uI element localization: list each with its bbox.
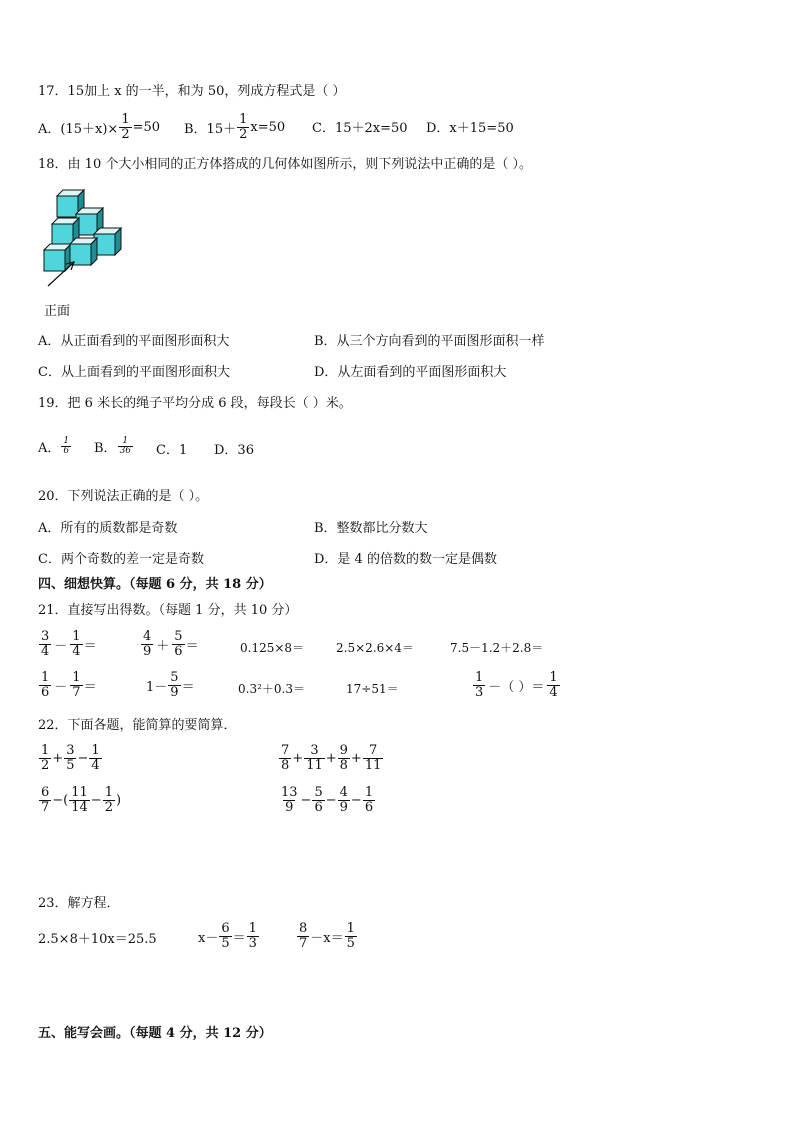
q19-option-c: C．1 [156, 443, 188, 458]
operator: －x＝ [310, 931, 344, 946]
q20-option-d: D．是 4 的倍数的数一定是偶数 [314, 552, 497, 567]
q22-stem: 22．下面各题，能简算的要简算． [38, 718, 237, 733]
fraction: $\frac{1}{5}$ [346, 921, 355, 951]
fraction: $\frac{3}{11}$ [306, 743, 323, 773]
q18-option-a: A．从正面看到的平面图形面积大 [38, 334, 230, 349]
fraction: $\frac{1}{7}$ [72, 670, 81, 700]
q17-stem: 17．15加上 x 的一半，和为 50，列成方程式是（ ） [38, 84, 346, 99]
operator: ＝ [185, 639, 199, 654]
fraction: $\frac{1}{2}$ [239, 112, 248, 142]
fraction: $\frac{5}{9}$ [170, 670, 179, 700]
fraction: $\frac{1}{6}$ [41, 670, 50, 700]
q18-stem: 18．由 10 个大小相同的正方体搭成的几何体如图所示，则下列说法中正确的是（ ）。 [38, 157, 532, 172]
operator: ＝ [83, 680, 97, 695]
operator: ＝ [83, 639, 97, 654]
option-text: =50 [132, 120, 161, 135]
q22-problem-3 [38, 786, 121, 815]
fraction: $\frac{6}{5}$ [221, 921, 230, 951]
fraction: $\frac{7}{8}$ [281, 743, 290, 773]
q23-equation-3 [296, 922, 358, 951]
q19-stem: 19．把 6 米长的绳子平均分成 6 段，每段长（ ）米。 [38, 396, 352, 411]
q19-option-b [94, 437, 134, 456]
fraction: $\frac{11}{14}$ [71, 785, 88, 815]
q23-stem: 23．解方程． [38, 896, 120, 911]
option-text: A．(15＋x)× [38, 122, 119, 137]
q21-expr-10 [472, 671, 561, 700]
q17-option-b [184, 113, 285, 142]
fraction: $\frac{5}{6}$ [174, 629, 183, 659]
q17-option-a [38, 113, 160, 142]
q20-option-a: A．所有的质数都是奇数 [38, 521, 178, 536]
fraction: $\frac{3}{5}$ [66, 743, 75, 773]
q22-problem-1 [38, 744, 103, 773]
operator: － [54, 639, 68, 654]
q21-expr-1 [38, 630, 97, 659]
q18-option-d: D．从左面看到的平面图形面积大 [314, 365, 507, 380]
fraction: $\frac{1}{2}$ [121, 112, 130, 142]
operator: − [325, 793, 337, 808]
operator: 1－ [146, 680, 168, 695]
fraction: $\frac{1}{2}$ [104, 785, 113, 815]
q17-option-d: D．x＋15=50 [426, 121, 514, 136]
operator: − [77, 751, 89, 766]
q21-expr-9: 17÷51＝ [346, 682, 399, 696]
q21-expr-6 [38, 671, 97, 700]
option-text: B．15＋ [184, 122, 237, 137]
fraction: $\frac{1}{36}$ [119, 436, 132, 456]
q23-equation-1: 2.5×8＋10x＝25.5 [38, 932, 157, 947]
front-label: 正面 [44, 304, 71, 319]
fraction: $\frac{1}{4}$ [549, 670, 558, 700]
q21-expr-5: 7.5－1.2＋2.8＝ [450, 641, 544, 655]
q23-equation-2 [198, 922, 260, 951]
fraction: $\frac{1}{4}$ [91, 743, 100, 773]
option-text: B． [94, 441, 117, 456]
fraction: $\frac{6}{7}$ [41, 785, 50, 815]
q20-option-c: C．两个奇数的差一定是奇数 [38, 552, 204, 567]
q21-expr-8: 0.3²＋0.3＝ [238, 682, 305, 696]
operator: －（ ）＝ [488, 680, 545, 695]
q19-option-a [38, 437, 72, 456]
q22-problem-2 [278, 744, 384, 773]
q17-option-c: C．15＋2x=50 [312, 121, 408, 136]
q20-option-b: B．整数都比分数大 [314, 521, 428, 536]
fraction: $\frac{4}{9}$ [339, 785, 348, 815]
operator: ＝ [181, 680, 195, 695]
fraction: $\frac{7}{11}$ [364, 743, 382, 773]
q21-expr-3: 0.125×8＝ [240, 641, 305, 655]
fraction: $\frac{8}{7}$ [299, 921, 308, 951]
fraction: $\frac{9}{8}$ [339, 743, 348, 773]
section-5-heading: 五、能写会画。（每题 4 分，共 12 分） [38, 1026, 272, 1041]
operator: + [325, 751, 337, 766]
fraction: $\frac{13}{9}$ [281, 785, 298, 815]
operator: + [292, 751, 304, 766]
operator: + [52, 751, 64, 766]
fraction: $\frac{1}{6}$ [364, 785, 374, 815]
fraction: $\frac{1}{2}$ [41, 743, 50, 773]
operator: x－ [198, 931, 219, 946]
q21-stem: 21．直接写出得数。（每题 1 分，共 10 分） [38, 603, 298, 618]
operator: ＝ [232, 931, 246, 946]
operator: − [350, 793, 362, 808]
fraction: $\frac{1}{4}$ [72, 629, 81, 659]
q21-expr-2 [140, 630, 199, 659]
fraction: $\frac{1}{3}$ [248, 921, 257, 951]
q21-expr-7 [146, 671, 195, 700]
fraction: $\frac{4}{9}$ [143, 629, 152, 659]
q20-stem: 20．下列说法正确的是（ ）。 [38, 489, 209, 504]
option-text: A． [38, 441, 61, 456]
q19-option-d: D．36 [214, 443, 254, 458]
operator: ＋ [156, 639, 170, 654]
fraction: $\frac{3}{4}$ [41, 629, 50, 659]
operator: −( [52, 793, 69, 808]
section-4-heading: 四、细想快算。（每题 6 分，共 18 分） [38, 577, 272, 592]
fraction: $\frac{1}{6}$ [63, 436, 70, 456]
operator: － [54, 680, 68, 695]
fraction: $\frac{5}{6}$ [314, 785, 323, 815]
fraction: $\frac{1}{3}$ [475, 670, 484, 700]
operator: ) [115, 793, 122, 808]
q18-option-b: B．从三个方向看到的平面图形面积一样 [314, 334, 545, 349]
q22-problem-4 [278, 786, 376, 815]
operator: + [350, 751, 362, 766]
option-text: x=50 [250, 120, 286, 135]
q18-option-c: C．从上面看到的平面图形面积大 [38, 365, 230, 380]
operator: − [90, 793, 102, 808]
operator: − [300, 793, 312, 808]
q21-expr-4: 2.5×2.6×4＝ [336, 641, 414, 655]
cube-figure [38, 184, 130, 294]
